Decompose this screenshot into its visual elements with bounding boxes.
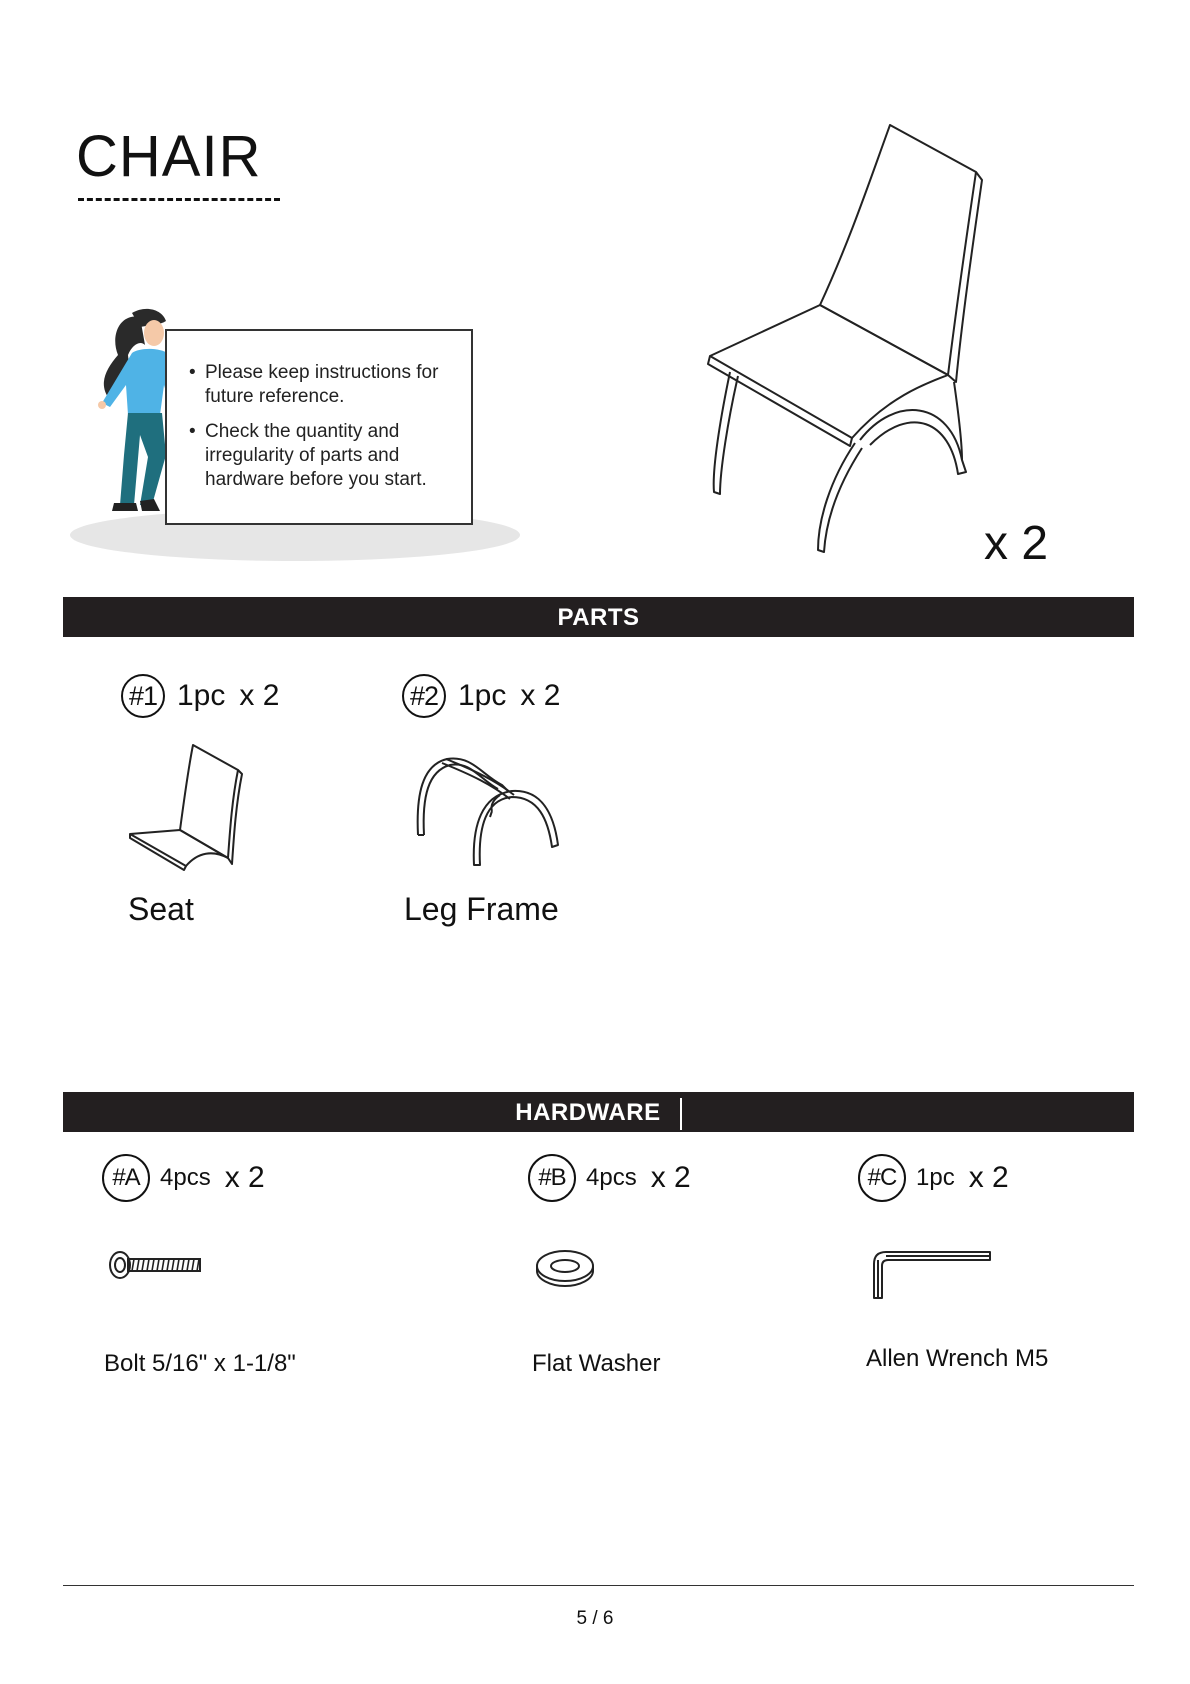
hardware-count: 1pc bbox=[916, 1164, 955, 1191]
hardware-badge: #C bbox=[858, 1154, 906, 1202]
allen-wrench-icon bbox=[862, 1250, 992, 1302]
hardware-label-allen-wrench: Allen Wrench M5 bbox=[866, 1345, 1049, 1372]
part-badge: #1 bbox=[121, 674, 165, 718]
title-underline bbox=[78, 198, 280, 201]
hardware-b-quantity bbox=[528, 1154, 691, 1202]
part-count: 1pc bbox=[458, 679, 507, 712]
header-divider bbox=[680, 1098, 682, 1130]
part-multiplier: x 2 bbox=[520, 679, 561, 712]
hardware-header bbox=[63, 1092, 1134, 1132]
hardware-badge: #B bbox=[528, 1154, 576, 1202]
bolt-icon bbox=[108, 1250, 204, 1280]
part-1-quantity bbox=[121, 674, 279, 718]
leg-frame-part-icon bbox=[412, 755, 572, 875]
hardware-header-label: HARDWARE bbox=[515, 1099, 661, 1126]
washer-icon bbox=[534, 1248, 596, 1288]
assembled-quantity: x 2 bbox=[984, 517, 1049, 570]
seat-part-icon bbox=[128, 740, 268, 870]
part-count: 1pc bbox=[177, 679, 226, 712]
part-label-leg-frame: Leg Frame bbox=[404, 891, 559, 927]
hardware-label-bolt: Bolt 5/16" x 1-1/8" bbox=[104, 1350, 296, 1377]
chair-illustration-icon bbox=[700, 120, 1000, 560]
parts-header: PARTS bbox=[63, 597, 1134, 637]
notice-item: • Check the quantity and irregularity of parts and hardware before you start. bbox=[189, 420, 461, 492]
hardware-multiplier: x 2 bbox=[224, 1161, 265, 1194]
hardware-a-quantity bbox=[102, 1154, 265, 1202]
hardware-count: 4pcs bbox=[586, 1164, 637, 1191]
page-title: CHAIR bbox=[76, 124, 262, 189]
part-badge: #2 bbox=[402, 674, 446, 718]
part-label-seat: Seat bbox=[128, 891, 194, 927]
hardware-count: 4pcs bbox=[160, 1164, 211, 1191]
instruction-notice bbox=[165, 329, 473, 525]
page-number: 5 / 6 bbox=[576, 1608, 614, 1629]
part-2-quantity bbox=[402, 674, 560, 718]
hardware-c-quantity bbox=[858, 1154, 1009, 1202]
hardware-multiplier: x 2 bbox=[968, 1161, 1009, 1194]
hardware-badge: #A bbox=[102, 1154, 150, 1202]
hardware-label-washer: Flat Washer bbox=[532, 1350, 661, 1377]
notice-item: • Please keep instructions for future reference. bbox=[189, 361, 461, 409]
hardware-multiplier: x 2 bbox=[650, 1161, 691, 1194]
footer-divider bbox=[63, 1585, 1134, 1586]
part-multiplier: x 2 bbox=[239, 679, 280, 712]
